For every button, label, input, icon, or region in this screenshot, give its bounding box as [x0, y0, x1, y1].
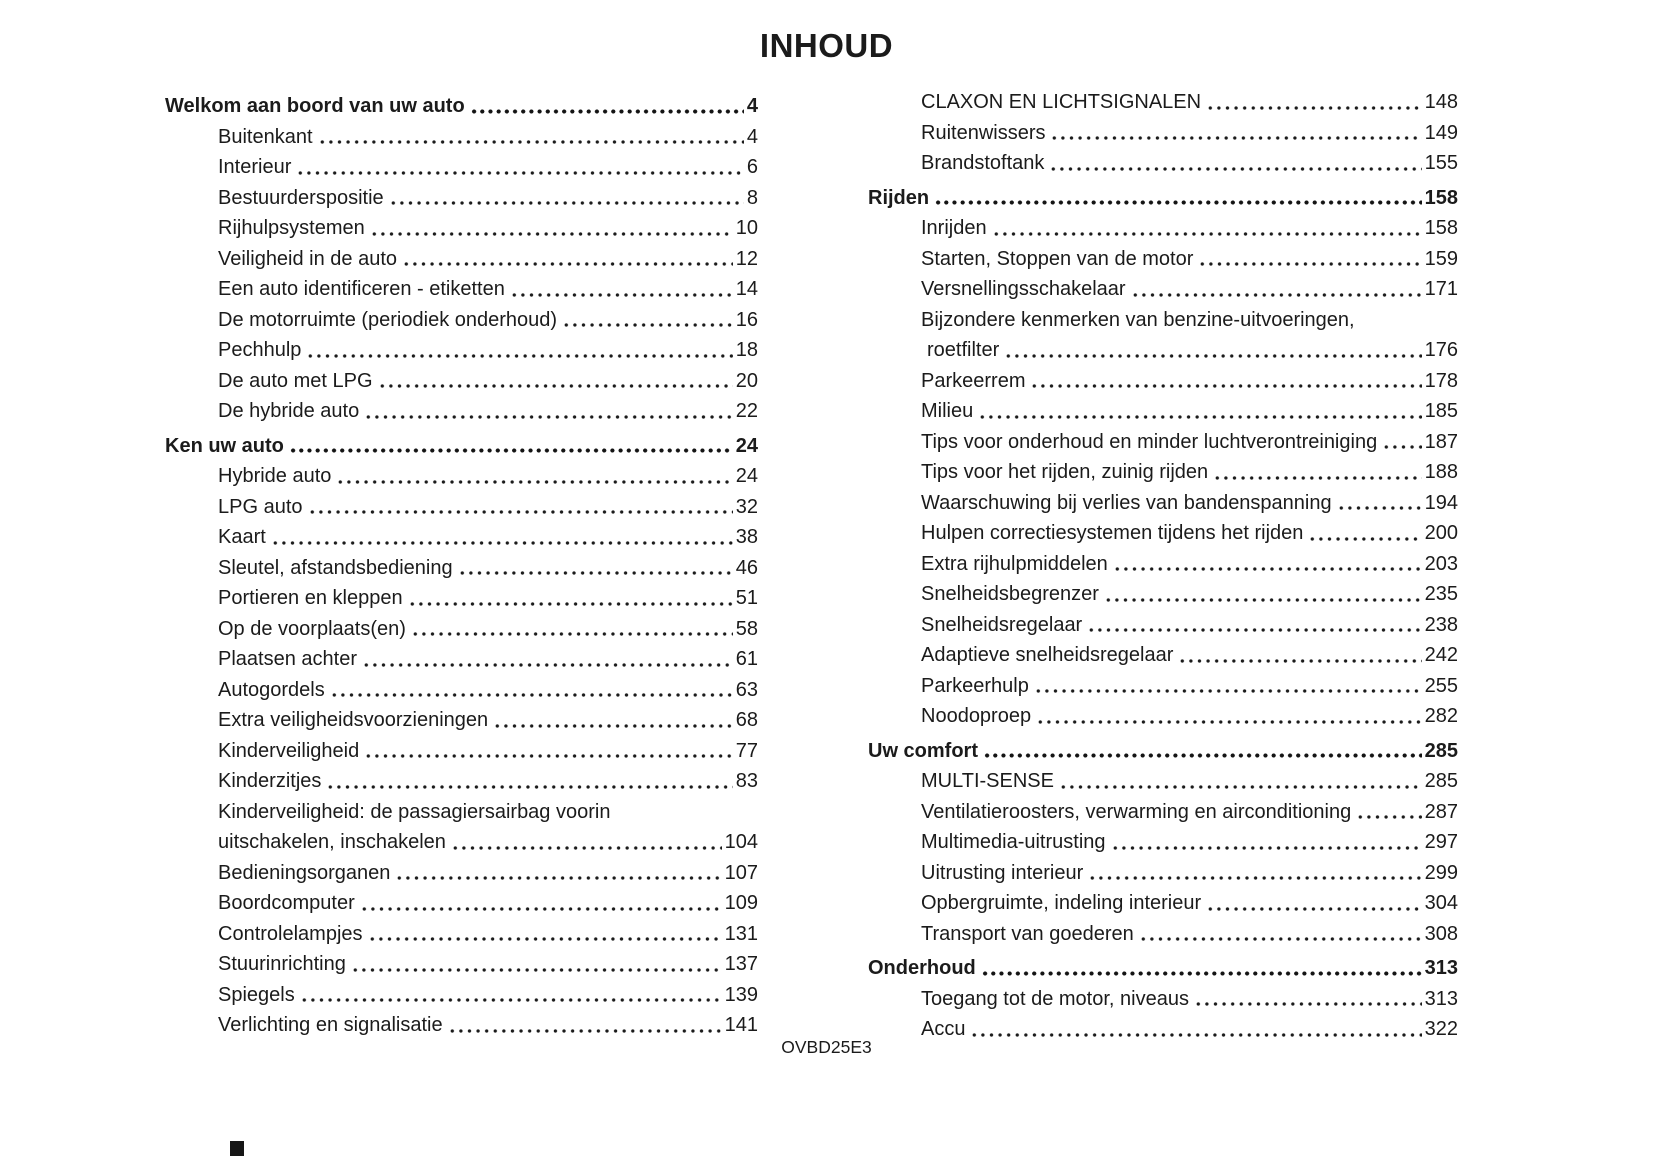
toc-entry: [868, 549, 1458, 580]
toc-entry-label: Noodoproep: [921, 705, 1032, 727]
toc-entry-label: Rijhulpsystemen: [218, 217, 365, 239]
toc-entry-page: 77: [735, 739, 758, 762]
dot-leader: [271, 522, 733, 553]
dot-leader: [562, 305, 733, 336]
toc-entry: [868, 858, 1458, 889]
toc-entry-label: Extra rijhulpmiddelen: [921, 552, 1108, 575]
toc-entry: [868, 518, 1458, 549]
toc-entry-label: Bedieningsorganen: [218, 861, 391, 884]
toc-entry-label: Interieur: [218, 156, 292, 178]
toc-entry-label: Boordcomputer: [218, 892, 355, 914]
toc-entry-page: 139: [724, 983, 758, 1006]
toc-entry: [165, 644, 758, 675]
toc-entry-label: Parkeerhulp: [921, 674, 1029, 697]
toc-entry: [165, 335, 758, 366]
toc-entry: [165, 152, 758, 183]
toc-entry-page: 185: [1424, 400, 1458, 422]
toc-entry-label: Stuurinrichting: [218, 953, 346, 975]
toc-entry-page: 176: [1424, 339, 1458, 361]
dot-leader: [983, 736, 1422, 767]
dot-leader: [1206, 888, 1421, 919]
toc-entry-page: 200: [1424, 522, 1458, 544]
toc-entry-label: Toegang tot de motor, niveaus: [921, 987, 1189, 1010]
toc-entry-label: Snelheidsregelaar: [921, 613, 1083, 636]
toc-entry: [868, 919, 1458, 950]
dot-leader: [370, 213, 733, 244]
toc-entry-label: Parkeerrem: [921, 369, 1026, 392]
toc-entry-page: 24: [735, 434, 758, 457]
dot-leader: [300, 980, 722, 1011]
dot-leader: [992, 213, 1422, 244]
toc-entry-page: 8: [746, 186, 758, 209]
toc-entry-page: 24: [735, 465, 758, 487]
toc-entry-label: MULTI-SENSE: [921, 770, 1054, 792]
toc-entry-page: 155: [1424, 152, 1458, 174]
toc-section: [165, 431, 758, 462]
toc-entry: [165, 980, 758, 1011]
dot-leader: [458, 553, 733, 584]
toc-entry-label: Sleutel, afstandsbediening: [218, 556, 453, 579]
dot-leader: [1004, 335, 1421, 366]
toc-entry: [868, 888, 1458, 919]
toc-entry-page: 22: [735, 400, 758, 422]
page-title: INHOUD: [759, 27, 894, 64]
toc-entry-page: 187: [1424, 430, 1458, 453]
toc-entry: [868, 797, 1458, 828]
dot-leader: [378, 366, 733, 397]
toc-section: [868, 183, 1458, 214]
dot-leader: [289, 431, 733, 462]
toc-entry: [868, 366, 1458, 397]
toc-entry-label: Een auto identificeren - etiketten: [218, 278, 505, 300]
toc-entry-page: 194: [1424, 491, 1458, 514]
toc-entry: [165, 183, 758, 214]
toc-entry: [165, 705, 758, 736]
toc-entry: [868, 87, 1458, 118]
dot-leader: [368, 919, 722, 950]
toc-entry: [165, 888, 758, 919]
dot-leader: [389, 183, 744, 214]
toc-entry-page: 287: [1424, 800, 1458, 823]
toc-entry-page: 63: [735, 678, 758, 701]
dot-leader: [1198, 244, 1421, 275]
toc-entry-label: Milieu: [921, 400, 974, 422]
toc-entry: [165, 675, 758, 706]
dot-leader: [360, 888, 722, 919]
dot-leader: [364, 736, 733, 767]
dot-leader: [1337, 488, 1422, 519]
toc-entry-page: 109: [724, 892, 758, 914]
dot-leader: [411, 614, 733, 645]
dot-leader: [1194, 984, 1422, 1015]
dot-leader: [395, 858, 721, 889]
toc-entry-page: 61: [735, 648, 758, 670]
toc-entry-label: De hybride auto: [218, 400, 360, 422]
toc-entry-label: Hulpen correctiesystemen tijdens het rijden: [921, 522, 1304, 544]
toc-entry: [868, 671, 1458, 702]
toc-entry: [165, 614, 758, 645]
toc-entry-label: Inrijden: [921, 217, 987, 239]
toc-entry: [165, 492, 758, 523]
dot-leader: [1206, 87, 1422, 118]
toc-entry: [868, 274, 1458, 305]
dot-leader: [362, 644, 733, 675]
toc-entry-page: 158: [1424, 217, 1458, 239]
toc-entry: [868, 579, 1458, 610]
dot-leader: [978, 396, 1421, 427]
toc-entry-label: Plaatsen achter: [218, 648, 357, 670]
toc-entry: [165, 858, 758, 889]
toc-entry-label: Welkom aan boord van uw auto: [165, 95, 465, 117]
toc-entry: [868, 213, 1458, 244]
toc-entry-label: Op de voorplaats(en): [218, 617, 406, 640]
toc-entry-page: 46: [735, 556, 758, 579]
dot-leader: [326, 766, 732, 797]
toc-section: [165, 91, 758, 122]
toc-entry: [165, 919, 758, 950]
toc-entry-page: 285: [1424, 770, 1458, 792]
toc-entry-page: 58: [735, 617, 758, 640]
toc-entry-page: 159: [1424, 247, 1458, 270]
dot-leader: [408, 583, 733, 614]
toc-entry-label: Kinderveiligheid: de passagiersairbag voorin: [218, 800, 611, 823]
toc-entry-page: 4: [746, 95, 758, 117]
toc-entry: [165, 213, 758, 244]
toc-entry-page: 255: [1424, 674, 1458, 697]
toc-entry-label: Onderhoud: [868, 957, 976, 979]
toc-entry-page: 131: [724, 922, 758, 945]
toc-entry-page: 83: [735, 770, 758, 792]
toc-entry-page: 20: [735, 369, 758, 392]
toc-entry: [868, 457, 1458, 488]
toc-section: [868, 736, 1458, 767]
toc-entry-page: 104: [724, 831, 758, 853]
toc-entry: [868, 335, 1458, 366]
toc-entry-page: 235: [1424, 583, 1458, 605]
toc-entry-label: Ventilatieroosters, verwarming en airconditioning: [921, 800, 1352, 823]
dot-leader: [448, 1010, 722, 1041]
toc-entry-page: 238: [1424, 613, 1458, 636]
dot-leader: [1030, 366, 1421, 397]
toc-entry-label: Bestuurderspositie: [218, 186, 384, 209]
dot-leader: [1131, 274, 1422, 305]
toc-entry: [165, 1010, 758, 1041]
toc-entry-label: Veiligheid in de auto: [218, 247, 398, 270]
toc-entry-label: Hybride auto: [218, 465, 332, 487]
toc-entry-label: Opbergruimte, indeling interieur: [921, 892, 1202, 914]
toc-entry: [165, 122, 758, 153]
toc-entry-page: 4: [746, 125, 758, 148]
toc-entry-label: Controlelampjes: [218, 922, 363, 945]
toc-entry: [868, 396, 1458, 427]
toc-entry-page: 51: [735, 587, 758, 609]
toc-entry: [165, 553, 758, 584]
toc-entry-page: 149: [1424, 121, 1458, 144]
toc-entry-label: Portieren en kleppen: [218, 587, 403, 609]
toc-entry: [165, 736, 758, 767]
dot-leader: [1104, 579, 1422, 610]
toc-entry-page: 14: [735, 278, 758, 300]
toc-entry: [165, 949, 758, 980]
dot-leader: [1050, 118, 1421, 149]
toc-entry-page: 171: [1424, 278, 1458, 300]
toc-entry-page: 322: [1424, 1018, 1458, 1040]
toc-entry: [868, 766, 1458, 797]
toc-entry-wrapped: [868, 305, 1458, 366]
toc-entry-label: Waarschuwing bij verlies van bandenspanning: [921, 491, 1332, 514]
page-end-marker-icon: [230, 1141, 244, 1156]
toc-entry-label: Verlichting en signalisatie: [218, 1014, 443, 1036]
toc-entry: [165, 305, 758, 336]
toc-entry-label: Spiegels: [218, 983, 295, 1006]
toc-entry-label: Uitrusting interieur: [921, 861, 1084, 884]
toc-entry-label: Transport van goederen: [921, 922, 1134, 945]
toc-entry: [165, 522, 758, 553]
dot-leader: [934, 183, 1422, 214]
dot-leader: [1139, 919, 1422, 950]
toc-entry-page: 141: [724, 1014, 758, 1036]
toc-entry-label: Rijden: [868, 186, 930, 209]
toc-entry-page: 137: [724, 953, 758, 975]
dot-leader: [1036, 701, 1422, 732]
dot-leader: [1113, 549, 1422, 580]
toc-entry-page: 313: [1424, 957, 1458, 979]
toc-entry-page: 148: [1424, 91, 1458, 113]
dot-leader: [1213, 457, 1421, 488]
toc-entry-page: 10: [735, 217, 758, 239]
toc-entry-page: 32: [735, 495, 758, 518]
dot-leader: [470, 91, 744, 122]
toc-entry: [165, 461, 758, 492]
toc-entry: [165, 583, 758, 614]
dot-leader: [308, 492, 733, 523]
toc-entry-page: 16: [735, 308, 758, 331]
dot-leader: [1382, 427, 1421, 458]
toc-entry-label: roetfilter: [927, 339, 1000, 361]
toc-entry-label: Kinderveiligheid: [218, 739, 360, 762]
toc-entry-page: 297: [1424, 831, 1458, 853]
dot-leader: [296, 152, 744, 183]
toc-entry-page: 6: [746, 156, 758, 178]
toc-entry: [868, 488, 1458, 519]
toc-entry-page: 38: [735, 526, 758, 548]
dot-leader: [451, 827, 722, 858]
toc-entry-label: CLAXON EN LICHTSIGNALEN: [921, 91, 1202, 113]
toc-entry-label: Kinderzitjes: [218, 770, 322, 792]
toc-entry-label: Ken uw auto: [165, 434, 284, 457]
toc-entry-page: 282: [1424, 705, 1458, 727]
dot-leader: [1049, 148, 1421, 179]
dot-leader: [306, 335, 732, 366]
toc-entry-label: Uw comfort: [868, 739, 978, 762]
toc-entry: [165, 274, 758, 305]
dot-leader: [330, 675, 733, 706]
toc-entry-page: 242: [1424, 644, 1458, 666]
toc-section: [868, 953, 1458, 984]
dot-leader: [1308, 518, 1421, 549]
toc-entry-label: De motorruimte (periodiek onderhoud): [218, 308, 558, 331]
toc-entry-label: Ruitenwissers: [921, 121, 1046, 144]
toc-entry: [868, 148, 1458, 179]
toc-left-column: [165, 87, 758, 1045]
toc-entry-label: Kaart: [218, 526, 266, 548]
dot-leader: [402, 244, 733, 275]
document-code: OVBD25E3: [781, 1037, 872, 1057]
toc-entry-label: Autogordels: [218, 678, 325, 701]
toc-entry-page: 107: [724, 861, 758, 884]
toc-entry-label: Bijzondere kenmerken van benzine-uitvoeringen,: [921, 308, 1355, 331]
dot-leader: [1088, 858, 1421, 889]
toc-entry-page: 178: [1424, 369, 1458, 392]
toc-entry-label: Adaptieve snelheidsregelaar: [921, 644, 1174, 666]
toc-columns: [165, 87, 1653, 1045]
toc-entry: [165, 396, 758, 427]
toc-entry: [868, 118, 1458, 149]
toc-entry-label: LPG auto: [218, 495, 303, 518]
toc-entry: [868, 244, 1458, 275]
toc-entry-label: Buitenkant: [218, 125, 313, 148]
toc-entry-label: Extra veiligheidsvoorzieningen: [218, 709, 489, 731]
toc-entry-label: Snelheidsbegrenzer: [921, 583, 1099, 605]
dot-leader: [1034, 671, 1422, 702]
toc-entry-page: 313: [1424, 987, 1458, 1010]
toc-entry-page: 308: [1424, 922, 1458, 945]
toc-entry-page: 18: [735, 339, 758, 361]
toc-entry-page: 304: [1424, 892, 1458, 914]
toc-entry: [165, 766, 758, 797]
dot-leader: [1087, 610, 1421, 641]
toc-entry-label: Versnellingsschakelaar: [921, 278, 1126, 300]
toc-entry: [868, 610, 1458, 641]
toc-entry-page: 285: [1424, 739, 1458, 762]
dot-leader: [981, 953, 1422, 984]
toc-entry-page: 203: [1424, 552, 1458, 575]
toc-entry: [165, 827, 758, 858]
toc-entry: [868, 640, 1458, 671]
toc-entry-label: Tips voor onderhoud en minder luchtverontreiniging: [921, 430, 1378, 453]
toc-entry: [868, 427, 1458, 458]
dot-leader: [336, 461, 732, 492]
dot-leader: [364, 396, 733, 427]
toc-entry-label: uitschakelen, inschakelen: [218, 831, 446, 853]
toc-entry: [868, 827, 1458, 858]
toc-entry-label: De auto met LPG: [218, 369, 373, 392]
toc-entry-page: 188: [1424, 461, 1458, 483]
dot-leader: [1178, 640, 1421, 671]
toc-entry-label: Brandstoftank: [921, 152, 1045, 174]
toc-entry-label: Starten, Stoppen van de motor: [921, 247, 1194, 270]
toc-entry: [165, 244, 758, 275]
toc-entry-page: 12: [735, 247, 758, 270]
dot-leader: [510, 274, 733, 305]
dot-leader: [1059, 766, 1422, 797]
toc-entry: [868, 701, 1458, 732]
toc-entry-label: Accu: [921, 1018, 966, 1040]
dot-leader: [351, 949, 722, 980]
toc-entry-page: 68: [735, 709, 758, 731]
dot-leader: [1356, 797, 1421, 828]
dot-leader: [1111, 827, 1422, 858]
toc-entry-label: Tips voor het rijden, zuinig rijden: [921, 461, 1209, 483]
dot-leader: [493, 705, 733, 736]
toc-entry-wrapped: [165, 797, 758, 858]
toc-entry: [165, 366, 758, 397]
toc-entry-label: Pechhulp: [218, 339, 302, 361]
toc-entry-page: 299: [1424, 861, 1458, 884]
toc-entry-label: Multimedia-uitrusting: [921, 831, 1106, 853]
toc-entry: [868, 984, 1458, 1015]
toc-right-column: [868, 87, 1458, 1045]
toc-entry-page: 158: [1424, 186, 1458, 209]
dot-leader: [318, 122, 744, 153]
